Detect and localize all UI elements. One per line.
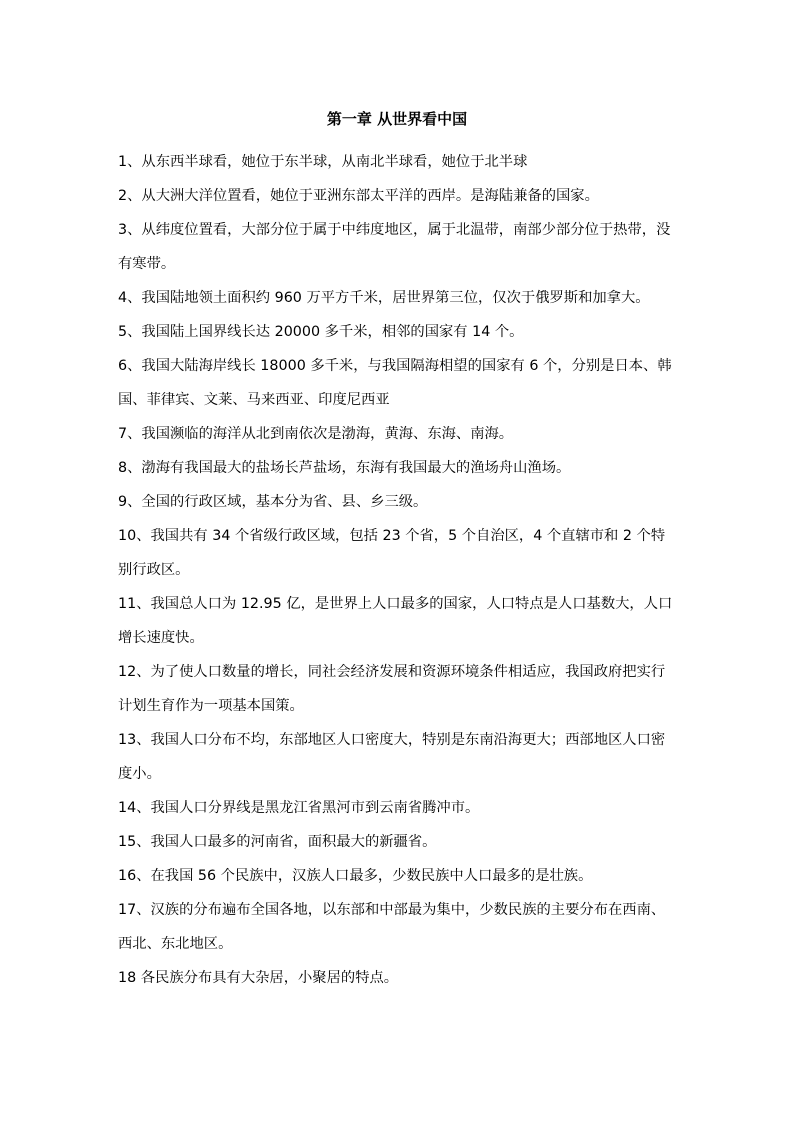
list-item-8: 8、渤海有我国最大的盐场长芦盐场，东海有我国最大的渔场舟山渔场。: [118, 460, 571, 476]
list-item-9: 9、全国的行政区域，基本分为省、县、乡三级。: [118, 494, 428, 510]
list-item-11: 11、我国总人口为 12.95 亿，是世界上人口最多的国家，人口特点是人口基数大，人口增长速度快。: [118, 596, 673, 646]
list-item-2: 2、从大洲大洋位置看，她位于亚洲东部太平洋的西岸。是海陆兼备的国家。: [118, 188, 599, 204]
list-item-6: 6、我国大陆海岸线长 18000 多千米，与我国隔海相望的国家有 6 个，分别是日本、韩国、菲律宾、文莱、马来西亚、印度尼西亚: [118, 358, 672, 408]
list-item-10: 10、我国共有 34 个省级行政区域，包括 23 个省，5 个自治区，4 个直辖市和 2 个特别行政区。: [118, 528, 666, 578]
content-list: [118, 145, 674, 995]
list-item-14: 14、我国人口分界线是黑龙江省黑河市到云南省腾冲市。: [118, 800, 480, 816]
list-item-4: 4、我国陆地领土面积约 960 万平方千米，居世界第三位，仅次于俄罗斯和加拿大。: [118, 290, 650, 306]
list-item-16: 16、在我国 56 个民族中，汉族人口最多，少数民族中人口最多的是壮族。: [118, 868, 593, 884]
list-item-12: 12、为了使人口数量的增长，同社会经济发展和资源环境条件相适应，我国政府把实行计划生育作为一项基本国策。: [118, 664, 666, 714]
list-item-17: 17、汉族的分布遍布全国各地，以东部和中部最为集中，少数民族的主要分布在西南、西北、东北地区。: [118, 902, 666, 952]
list-item-1: 1、从东西半球看，她位于东半球，从南北半球看，她位于北半球: [118, 154, 528, 170]
chapter-title: 第一章 从世界看中国: [326, 110, 468, 128]
list-item-7: 7、我国濒临的海洋从北到南依次是渤海，黄海、东海、南海。: [118, 426, 514, 442]
list-item-5: 5、我国陆上国界线长达 20000 多千米，相邻的国家有 14 个。: [118, 324, 524, 340]
list-item-18: 18 各民族分布具有大杂居，小聚居的特点。: [118, 970, 399, 986]
list-item-15: 15、我国人口最多的河南省，面积最大的新疆省。: [118, 834, 437, 850]
list-item-3: 3、从纬度位置看，大部分位于属于中纬度地区，属于北温带，南部少部分位于热带，没有寒带。: [118, 222, 671, 272]
list-item-13: 13、我国人口分布不均，东部地区人口密度大，特别是东南沿海更大；西部地区人口密度小。: [118, 732, 666, 782]
